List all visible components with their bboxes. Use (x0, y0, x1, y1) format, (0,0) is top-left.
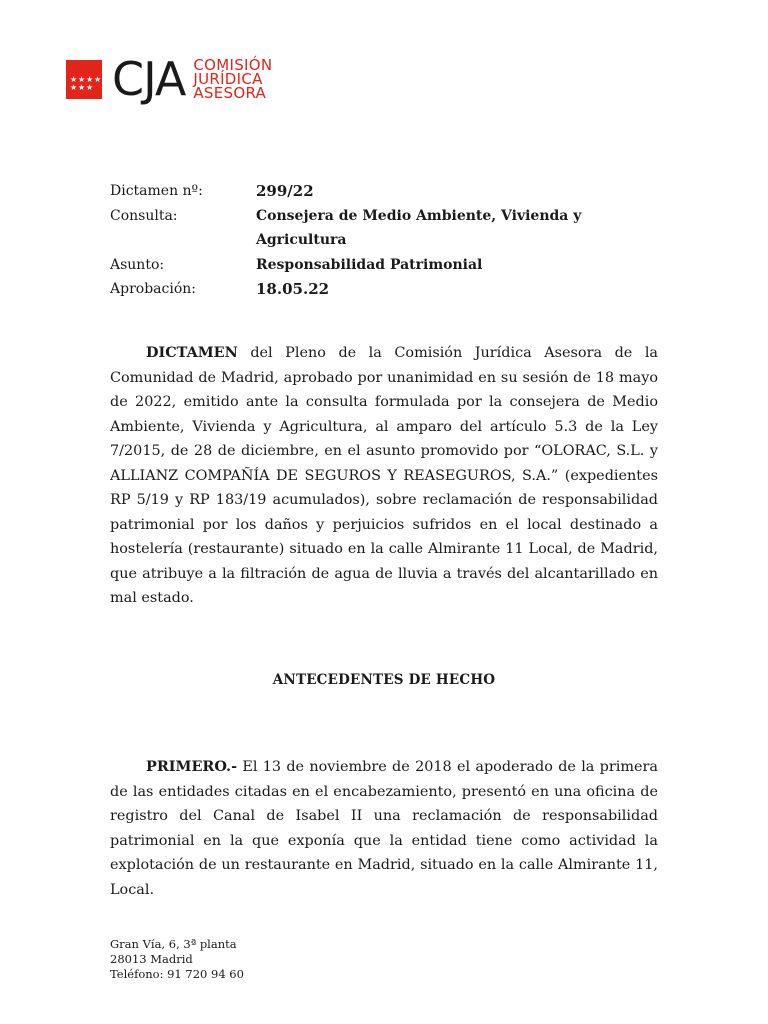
meta-row-dictamen (110, 179, 650, 204)
meta-label: Consulta: (110, 207, 178, 224)
paragraph-lead: DICTAMEN (146, 344, 238, 361)
first-antecedent-paragraph (110, 755, 658, 902)
footer-line: Gran Vía, 6, 3ª planta (110, 937, 237, 951)
meta-value: 299/22 (256, 182, 314, 200)
paragraph-text: del Pleno de la Comisión Jurídica Asesora de la Comunidad de Madrid, aprobado por unanimidad en su sesión de 18 mayo de 2022, emitido ante la consulta formulada por la consejera de Medio Ambiente, Vivienda y Agricultura, al amparo del artículo 5.3 de la Ley 7/2015, de 28 de diciembre, en el asunto promovido por “OLORAC, S.L. y ALLIANZ COMPAÑÍA DE SEGUROS Y REASEGUROS, S.A.” (expedientes RP 5/19 y RP 183/19 acumulados), sobre reclamación de responsabilidad patrimonial por los daños y perjuicios sufridos en el local destinado a hostelería (restaurante) situado en la calle Almirante 11 Local, de Madrid, que atribuye a la filtración de agua de lluvia a través del alcantarillado en mal estado. (110, 345, 658, 606)
dictamen-metadata (110, 179, 650, 302)
meta-row-consulta (110, 204, 650, 253)
meta-label: Asunto: (110, 256, 165, 273)
cja-logo (66, 52, 273, 106)
madrid-flag-icon: ★ ★ ★ ★ ★ ★ ★ (66, 60, 102, 99)
footer-line: 28013 Madrid (110, 952, 193, 966)
meta-value: Consejera de Medio Ambiente, Vivienda y Agricultura (256, 207, 582, 248)
footer-line: Teléfono: 91 720 94 60 (110, 967, 244, 981)
meta-label: Aprobación: (110, 281, 196, 297)
meta-row-asunto (110, 253, 650, 278)
meta-row-aprobacion (110, 277, 650, 302)
logo-line: ASESORA (193, 84, 267, 102)
section-title: ANTECEDENTES DE HECHO (272, 672, 496, 688)
logo-text (193, 58, 272, 100)
logo-line: COMISIÓN (193, 56, 273, 74)
meta-label: Dictamen nº: (110, 183, 203, 199)
logo-line: JURÍDICA (193, 70, 263, 88)
paragraph-text: El 13 de noviembre de 2018 el apoderado de la primera de las entidades citadas en el encabezamiento, presentó en una oficina de registro del Canal de Isabel II una reclamación de responsabilidad patrimonial en la que exponía que la entidad tiene como actividad la explotación de un restaurante en Madrid, situado en la calle Almirante 11, Local. (110, 759, 658, 898)
footer-address (110, 937, 244, 982)
logo-mark: CJA (112, 52, 186, 106)
paragraph-lead: PRIMERO.- (146, 758, 238, 775)
intro-paragraph (110, 341, 658, 611)
meta-value: 18.05.22 (256, 280, 330, 298)
meta-value: Responsabilidad Patrimonial (256, 256, 483, 273)
